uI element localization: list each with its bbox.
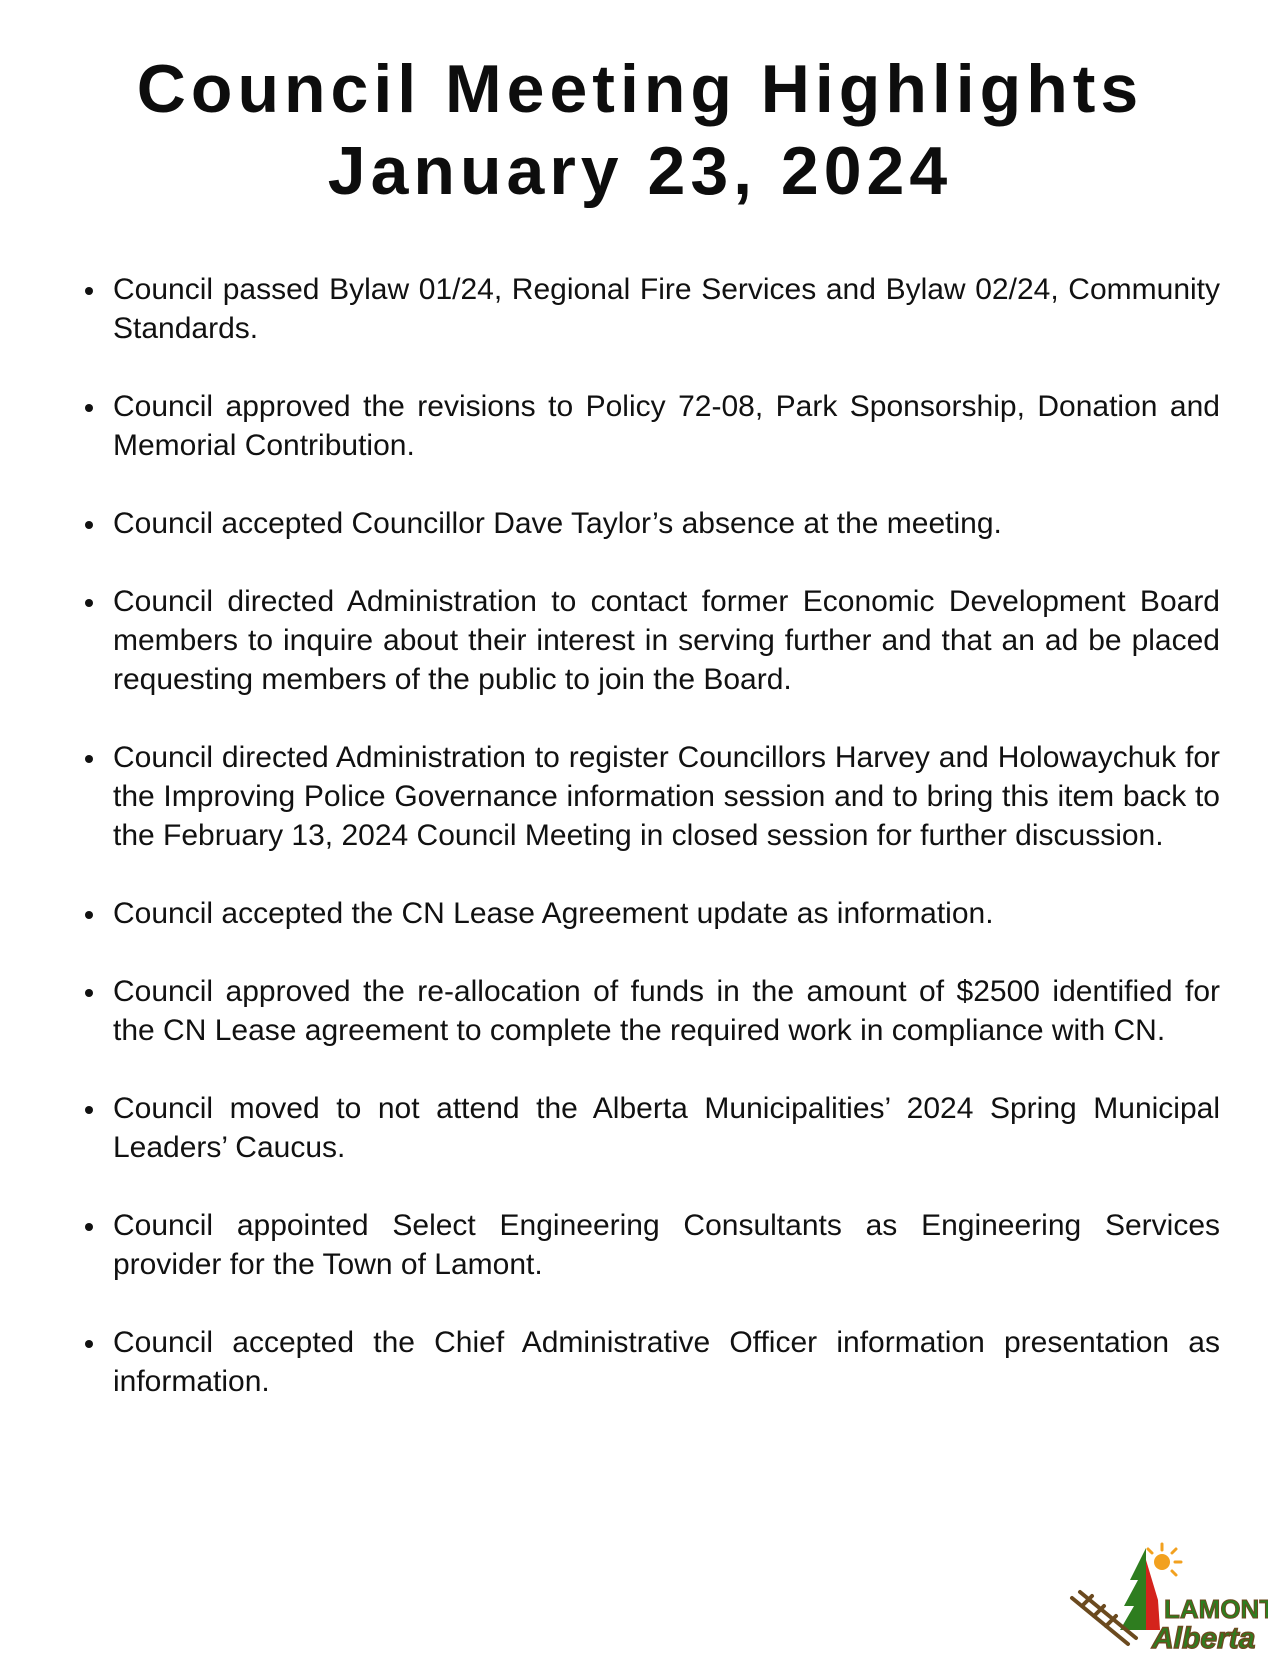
highlight-text: Council directed Administration to register Councillors Harvey and Holowaychuk for the Improving Police Governance information session and to bring this item back to the February 13, 2024 Council Meeting in closed session for further discussion. — [113, 741, 1220, 852]
lamont-alberta-logo — [1068, 1540, 1268, 1655]
highlight-text: Council accepted Councillor Dave Taylor’s absence at the meeting. — [113, 507, 1002, 540]
bullet-icon — [85, 911, 93, 919]
rail-track-icon — [1072, 1592, 1136, 1644]
highlight-item — [80, 894, 1220, 933]
highlight-text: Council accepted the Chief Administrative Officer information presentation as information. — [113, 1326, 1220, 1398]
bullet-icon — [85, 521, 93, 529]
bullet-icon — [85, 989, 93, 997]
highlight-item — [80, 1206, 1220, 1284]
highlight-item — [80, 387, 1220, 465]
highlight-text: Council appointed Select Engineering Consultants as Engineering Services provider for the Town of Lamont. — [113, 1209, 1220, 1281]
highlight-text: Council approved the revisions to Policy 72-08, Park Sponsorship, Donation and Memorial Contribution. — [113, 390, 1220, 462]
sun-icon — [1148, 1544, 1181, 1575]
highlight-item — [80, 1089, 1220, 1167]
highlight-item — [80, 504, 1220, 543]
bullet-icon — [85, 287, 93, 295]
highlights-list — [80, 270, 1220, 1440]
highlight-item — [80, 972, 1220, 1050]
bullet-icon — [85, 1223, 93, 1231]
bullet-icon — [85, 1106, 93, 1114]
bullet-icon — [85, 599, 93, 607]
highlight-item — [80, 270, 1220, 348]
bullet-icon — [85, 1340, 93, 1348]
highlight-item — [80, 582, 1220, 699]
logo-graphic — [1068, 1540, 1268, 1655]
highlight-text: Council accepted the CN Lease Agreement update as information. — [113, 897, 994, 930]
logo-word-lamont: LAMONT — [1164, 1594, 1268, 1624]
highlight-item — [80, 738, 1220, 855]
logo-word-alberta: Alberta — [1152, 1622, 1256, 1655]
meeting-date: January 23, 2024 — [327, 133, 953, 209]
page-header — [0, 48, 1280, 212]
highlight-item — [80, 1323, 1220, 1401]
highlight-text: Council approved the re-allocation of funds in the amount of $2500 identified for the CN Lease agreement to complete the required work in compliance with CN. — [113, 975, 1220, 1047]
bullet-icon — [85, 755, 93, 763]
highlight-text: Council moved to not attend the Alberta Municipalities’ 2024 Spring Municipal Leaders’ Caucus. — [113, 1092, 1220, 1164]
highlight-text: Council directed Administration to contact former Economic Development Board members to inquire about their interest in serving further and that an ad be placed requesting members of the public to join the Board. — [113, 585, 1220, 696]
highlight-text: Council passed Bylaw 01/24, Regional Fire Services and Bylaw 02/24, Community Standards. — [113, 273, 1220, 345]
page-title: Council Meeting Highlights — [136, 51, 1144, 127]
tree-icon — [1120, 1548, 1160, 1630]
bullet-icon — [85, 404, 93, 412]
